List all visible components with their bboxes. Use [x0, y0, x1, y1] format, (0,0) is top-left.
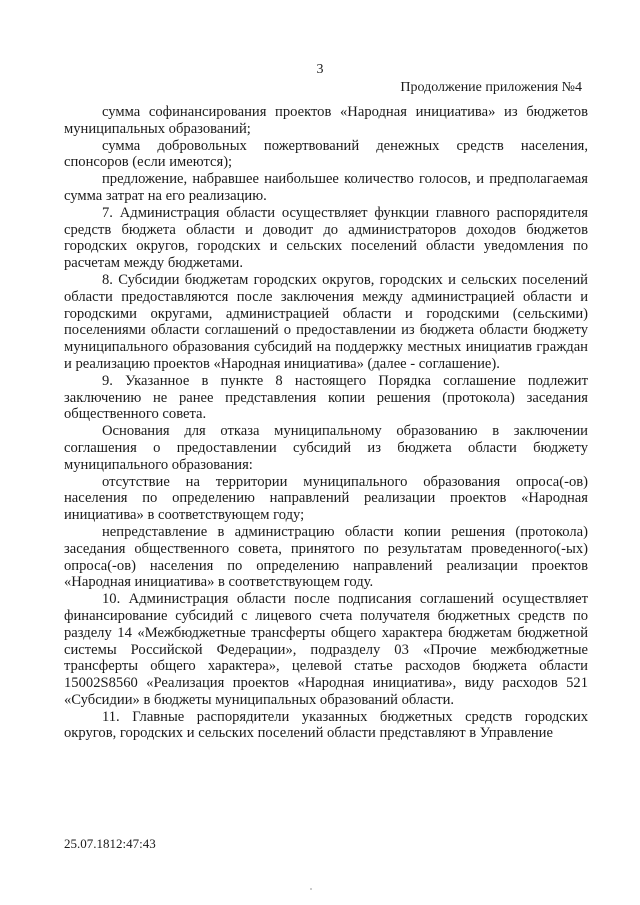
- document-body: [64, 104, 588, 742]
- appendix-continuation-note: Продолжение приложения №4: [400, 80, 582, 95]
- paragraph-item-11: 11. Главные распорядители указанных бюджетных средств городских округов, городских и сельских поселений области представляют в Управление: [64, 708, 588, 742]
- paragraph-cofinancing-sum: сумма софинансирования проектов «Народная инициатива» из бюджетов муниципальных образований;: [64, 104, 588, 137]
- page-number: 3: [316, 62, 324, 77]
- paragraph-no-survey: отсутствие на территории муниципального образования опроса(-ов) населения по определению направлений реализации проектов «Народная инициатива» в соответствующем году;: [64, 473, 588, 524]
- paragraph-top-proposal: предложение, набравшее наибольшее количество голосов, и предполагаемая сумма затрат на его реализацию.: [64, 171, 588, 204]
- paragraph-item-8: 8. Субсидии бюджетам городских округов, городских и сельских поселений области предоставляются после заключения между администрацией области и городскими округами, администрацией области и городскими (сельскими) поселениями области соглашений о предоставлении из бюджета области бюджету муниципального образования субсидий на поддержку местных инициатив граждан и реализацию проектов «Народная инициатива» (далее - соглашение).: [64, 271, 588, 372]
- paragraph-item-9: 9. Указанное в пункте 8 настоящего Порядка соглашение подлежит заключению не ранее представления копии решения (протокола) заседания общественного совета.: [64, 372, 588, 423]
- paragraph-refusal-grounds: Основания для отказа муниципальному образованию в заключении соглашения о предоставлении субсидий из бюджета области бюджету муниципального образования:: [64, 423, 588, 473]
- paragraph-item-7: 7. Администрация области осуществляет функции главного распорядителя средств бюджета области и доводит до администраторов доходов бюджетов городских округов, городских и сельских поселений области уведомления по расчетам между бюджетами.: [64, 204, 588, 272]
- footer-timestamp: 25.07.1812:47:43: [64, 836, 156, 851]
- scan-dot: [310, 888, 312, 890]
- paragraph-donations-sum: сумма добровольных пожертвований денежных средств населения, спонсоров (если имеются);: [64, 137, 588, 171]
- paragraph-item-10: 10. Администрация области после подписания соглашений осуществляет финансирование субсидий с лицевого счета получателя бюджетных средств по разделу 14 «Межбюджетные трансферты общего характера бюджетам бюджетной системы Российской Федерации», подразделу 03 «Прочие межбюджетные трансферты общего характера», целевой статье расходов бюджета области 15002S8560 «Реализация проектов «Народная инициатива», виду расходов 521 «Субсидии» в бюджеты муниципальных образований области.: [64, 591, 588, 708]
- paragraph-no-protocol: непредставление в администрацию области копии решения (протокола) заседания общественного совета, принятого по результатам проведенного(-ых) опроса(-ов) населения по определению направлений реализации проектов «Народная инициатива» в соответствующем году.: [64, 523, 588, 591]
